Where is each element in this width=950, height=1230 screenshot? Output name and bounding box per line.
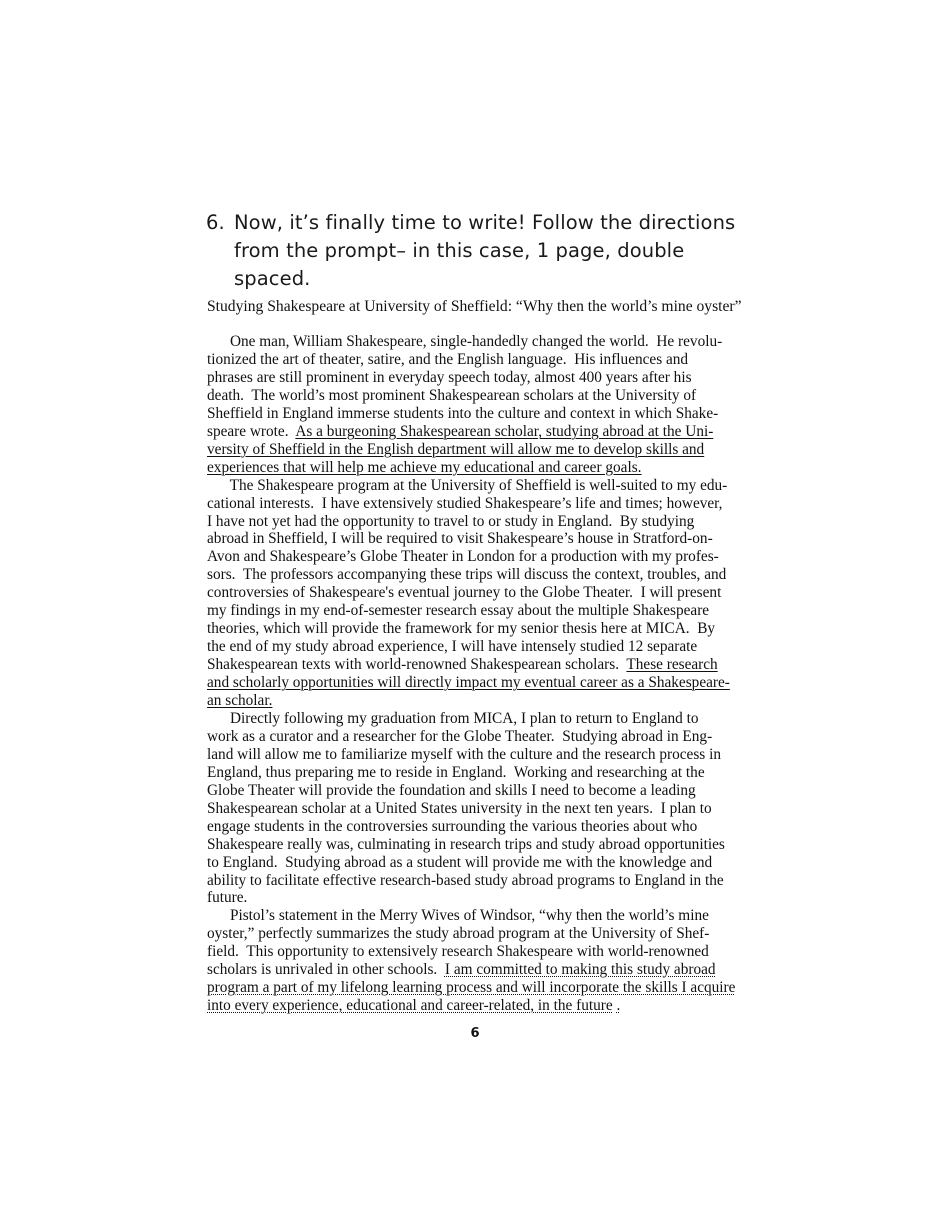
essay-line — [207, 943, 709, 961]
essay-text: scholars is unrivaled in other schools. — [207, 961, 445, 979]
essay-text: my findings in my end-of-semester research essay about the multiple Shakespeare — [207, 602, 710, 620]
essay-text: Shakespearean texts with world-renowned Shakespearean scholars. — [207, 656, 627, 674]
essay-line — [207, 692, 272, 710]
essay-line — [207, 925, 709, 943]
essay-line — [207, 620, 715, 638]
essay-line — [207, 405, 718, 423]
underlined-thesis-text: an scholar. — [207, 692, 273, 709]
essay-line — [207, 764, 705, 782]
essay-line — [207, 854, 712, 872]
essay-line — [207, 889, 247, 907]
essay-text: phrases are still prominent in everyday speech today, almost 400 years after his — [207, 368, 692, 386]
underlined-thesis-text: into every experience, educational and career-related, in the future — [207, 997, 613, 1015]
essay-text: speare wrote. — [207, 422, 296, 440]
essay-line — [207, 548, 719, 566]
essay-line — [207, 333, 722, 351]
essay-line — [207, 979, 735, 997]
essay-text: cational interests. I have extensively studied Shakespeare’s life and times; however, — [207, 494, 723, 512]
essay-line — [207, 423, 713, 441]
essay-text: tionized the art of theater, satire, and the English language. His influences and — [207, 350, 689, 368]
essay-line — [207, 818, 697, 836]
essay-line — [207, 674, 730, 692]
essay-text: engage students in the controversies surrounding the various theories about who — [207, 817, 698, 835]
essay-text: England, thus preparing me to reside in England. Working and researching at the — [207, 763, 705, 781]
essay-text: One man, William Shakespeare, single-handedly changed the world. He revolu- — [207, 333, 723, 350]
essay-line — [207, 602, 709, 620]
essay-text: The Shakespeare program at the University of Sheffield is well-suited to my edu- — [207, 476, 728, 494]
essay-text: Directly following my graduation from MICA, I plan to return to England to — [207, 709, 699, 727]
essay-line — [207, 782, 696, 800]
underlined-thesis-text: . — [616, 997, 621, 1015]
essay-line — [207, 710, 699, 728]
essay-text: Shakespearean scholar at a United States university in the next ten years. I plan to — [207, 799, 712, 817]
essay-line — [207, 728, 712, 746]
essay-line — [207, 513, 694, 531]
essay-line — [207, 495, 723, 513]
essay-line — [207, 441, 704, 459]
essay-line — [207, 907, 709, 925]
essay-line — [207, 836, 725, 854]
step-text: Now, it’s finally time to write! Follow the directions from the prompt– in this case, 1 page, double spaced. — [234, 211, 736, 290]
essay-line — [207, 477, 727, 495]
essay-text: land will allow me to familiarize myself with the culture and the research process in — [207, 745, 721, 763]
essay-line — [207, 746, 721, 764]
essay-text: controversies of Shakespeare's eventual journey to the Globe Theater. I will present — [207, 584, 722, 602]
essay-line — [207, 387, 696, 405]
essay-text: oyster,” perfectly summarizes the study abroad program at the University of Shef- — [207, 925, 710, 943]
underlined-thesis-text: As a burgeoning Shakespearean scholar, studying abroad at the Uni- — [295, 422, 714, 440]
essay-text: the end of my study abroad experience, I will have intensely studied 12 separate — [207, 638, 698, 656]
essay-line — [207, 530, 713, 548]
essay-text: ability to facilitate effective research-based study abroad programs to England in the — [207, 871, 724, 889]
essay-text: death. The world’s most prominent Shakespearean scholars at the University of — [207, 386, 697, 404]
step-number: 6. — [206, 211, 225, 234]
essay-line — [207, 369, 692, 387]
essay-text: field. This opportunity to extensively research Shakespeare with world-renowned — [207, 943, 709, 961]
essay-line — [207, 584, 721, 602]
essay-line — [207, 459, 642, 477]
essay-line — [207, 872, 724, 890]
essay-line — [207, 656, 718, 674]
essay-text: Shakespeare really was, culminating in research trips and study abroad opportunities — [207, 835, 725, 853]
essay-text: Avon and Shakespeare’s Globe Theater in London for a production with my profes- — [207, 548, 719, 566]
underlined-thesis-text: experiences that will help me achieve my educational and career goals. — [207, 458, 642, 476]
essay-text: to England. Studying abroad as a student will provide me with the knowledge and — [207, 853, 713, 871]
essay-text: future. — [207, 889, 248, 907]
underlined-thesis-text: These research — [626, 656, 718, 674]
essay-text: sors. The professors accompanying these trips will discuss the context, troubles, and — [207, 566, 727, 584]
underlined-thesis-text: I am committed to making this study abroad — [444, 961, 716, 979]
essay-line — [207, 351, 688, 369]
essay-line — [207, 638, 697, 656]
underlined-thesis-text: program a part of my lifelong learning process and will incorporate the skills I acquire — [207, 979, 736, 997]
essay-text: theories, which will provide the framework for my senior thesis here at MICA. By — [207, 620, 716, 638]
essay-text: abroad in Sheffield, I will be required to visit Shakespeare’s house in Stratford-on- — [207, 530, 713, 548]
essay-text: Pistol’s statement in the Merry Wives of Windsor, “why then the world’s mine — [207, 907, 709, 925]
essay-text: Globe Theater will provide the foundation and skills I need to become a leading — [207, 781, 696, 799]
essay-line — [207, 800, 712, 818]
essay-text: I have not yet had the opportunity to travel to or study in England. By studying — [207, 512, 695, 530]
underlined-thesis-text: versity of Sheffield in the English department will allow me to develop skills and — [207, 440, 705, 458]
essay-line — [207, 997, 620, 1015]
essay-text: Sheffield in England immerse students into the culture and context in which Shake- — [207, 404, 719, 422]
essay-text: work as a curator and a researcher for the Globe Theater. Studying abroad in Eng- — [207, 727, 713, 745]
underlined-thesis-text: and scholarly opportunities will directly impact my eventual career as a Shakespeare- — [207, 674, 730, 692]
essay-line — [207, 566, 726, 584]
essay-line — [207, 961, 716, 979]
essay-title: Studying Shakespeare at University of Sheffield: “Why then the world’s mine oyster” — [207, 298, 742, 315]
page-number: 6 — [470, 1026, 480, 1041]
